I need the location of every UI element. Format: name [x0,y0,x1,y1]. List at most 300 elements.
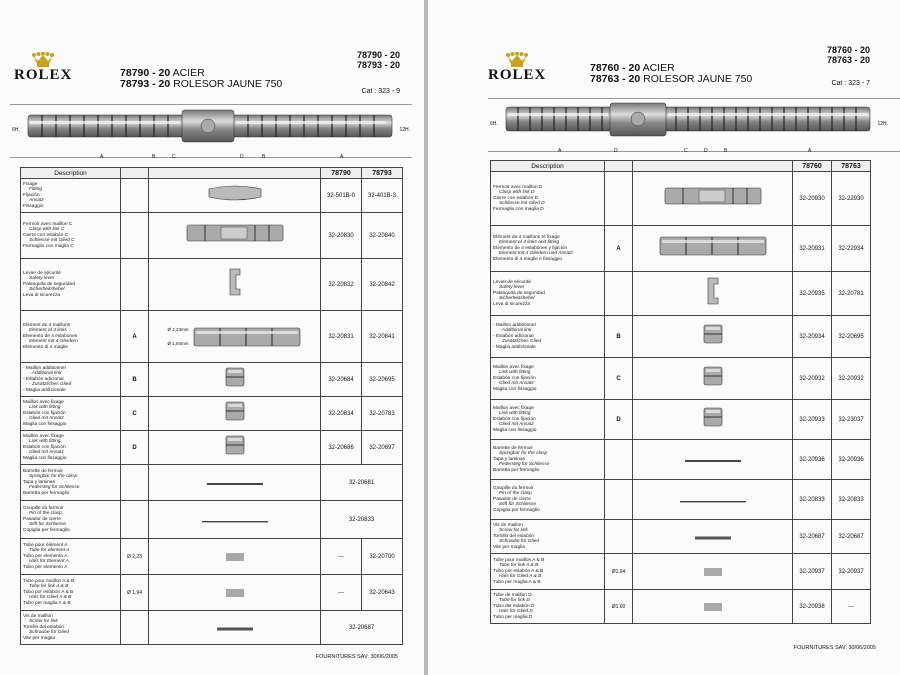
description-line: Elemento de 4 eslabones y fijación [493,245,568,251]
description-line: Elemento di 4 maglie e fissaggio [493,256,563,262]
table-row [21,311,403,363]
part-number: 32-20681 [321,465,403,501]
bracelet-label-left: 6H. [12,127,20,133]
bracelet-label-right: 12H. [877,121,888,127]
description-line: Hals für Glied A & B [29,595,72,601]
part-description [491,316,605,358]
col-ref-b: 78793 [362,168,403,179]
description-line: Maglia con fissaggio [23,421,67,427]
description-line: Schraube für Glied [29,630,69,636]
part-number-b: 32-20643 [362,575,403,611]
part-number-b: 32-20697 [362,431,403,465]
part-number: 32-20687 [321,611,403,645]
right-page [428,0,900,675]
link-letter: B [121,363,149,397]
part-number-b: 32-20695 [362,363,403,397]
bracelet-image [22,107,398,145]
part-number-b: 32-20936 [832,440,871,480]
description-line: Fermaglio con maglia D [493,206,544,212]
part-description [21,575,121,611]
title-material-2: ROLESOR JAUNE 750 [643,73,753,85]
page-title [590,63,752,85]
tube-diameter: Ø1.60 [605,590,633,624]
description-line: Vis de maillon [23,613,53,619]
description-line: Screw for link [29,619,58,625]
link-letter [121,611,149,645]
part-image [633,172,793,226]
footer-date: FOURNITURES SAV: 30/06/2005 [793,645,876,651]
table-row [21,397,403,431]
description-line: Glied mit Ansatz [29,416,64,422]
col-image [633,161,793,172]
table-row [491,590,871,624]
table-row [491,400,871,440]
description-line: - Eslabón adicional [23,376,64,382]
part-number-b: --- [832,590,871,624]
col-ref-a: 78760 [793,161,832,172]
description-line: Palanquita de seguridad [493,290,545,296]
title-material-1: ACIER [172,67,205,79]
part-description [21,311,121,363]
part-description [21,363,121,397]
description-line: Vite per maglia [493,544,525,550]
description-line: Safety lever [499,285,525,291]
part-image [149,397,321,431]
col-description: Description [491,161,605,172]
description-line: Clasp with link C [29,227,65,233]
link-letter [121,501,149,539]
description-line: Federsteg für Schliesse [499,462,550,468]
description-line: Cierre con eslabón C [23,232,69,238]
description-line: Tubo per maglia A & B [493,579,541,585]
link-letter: A [121,311,149,363]
link-letter [605,172,633,226]
part-description [491,520,605,554]
description-line: Screw for link [499,528,528,534]
part-number-b: 32-20700 [362,539,403,575]
part-image [633,480,793,520]
description-line: Springbar for the clasp [499,451,548,457]
table-row [491,316,871,358]
description-line: Fermoir avec maillon C [23,221,73,227]
part-image [149,311,321,363]
part-number-b: 32-20932 [832,358,871,400]
description-line: Eslabón con fijación [493,375,536,381]
description-line: Maglia con fissaggio [23,455,67,461]
part-description [21,259,121,311]
table-row [491,272,871,316]
description-line: Maillon avec fixage [23,399,64,405]
part-description [491,400,605,440]
part-number-b: 32-20937 [832,554,871,590]
part-number-b: 32-401B-3 [362,179,403,213]
bracelet-diagram [488,98,900,152]
table-row [21,431,403,465]
description-line: Link with fitting [499,411,531,417]
description-line: Tube pour maillon A & B [23,578,75,584]
table-row [491,480,871,520]
part-number-a: 32-20933 [793,400,832,440]
ruler-label-c: C [684,148,688,154]
part-description [21,179,121,213]
description-line: Palanquita de seguridad [23,281,75,287]
part-number: 32-20833 [321,501,403,539]
table-row [21,465,403,501]
ruler-label-d1: D [614,148,618,154]
link-letter: C [605,358,633,400]
part-number-b: 32-20783 [362,397,403,431]
description-line: Fixage [23,181,38,187]
part-number-a: 32-20834 [321,397,362,431]
description-line: Ansatz [29,198,44,204]
description-line: Tubo per elemento A [23,564,68,570]
part-number-b: 32-20781 [832,272,871,316]
part-image [149,575,321,611]
part-image [149,611,321,645]
part-number-a: 32-20686 [321,431,362,465]
description-line: - Maillon additionnel [23,365,66,371]
description-line: Glied mit Ansatz [29,450,64,456]
title-material-2: ROLESOR JAUNE 750 [173,78,283,90]
description-line: Pasador de cierre [23,516,61,522]
part-number-a: 32-20931 [793,226,832,272]
description-line: Eslabón con fijación [23,410,66,416]
table-row [21,213,403,259]
bracelet-image [500,101,876,139]
table-row [21,501,403,539]
description-line: Tapa y laminas [493,456,525,462]
description-line: Element mit 4 Gliedern und Ansatz [499,251,573,257]
link-letter: D [605,400,633,440]
description-line: Tube for link A & B [29,584,69,590]
part-description [21,501,121,539]
table-row [491,358,871,400]
part-number-a: 32-501B-0 [321,179,362,213]
part-number-a: 32-20937 [793,554,832,590]
description-line: Clasp with link D [499,190,535,196]
part-number-b: 32-23037 [832,400,871,440]
description-line: Fermaglio con maglia C [23,243,74,249]
part-description [491,272,605,316]
part-number-a: 32-20936 [793,440,832,480]
description-line: Maillon avec fixage [493,364,534,370]
description-line: Schraube für Glied [499,539,539,545]
title-material-1: ACIER [642,62,675,74]
description-line: Barretta per fermaglio [493,467,540,473]
part-number-a: 32-20930 [793,172,832,226]
part-description [491,358,605,400]
brand-wordmark: ROLEX [14,67,73,83]
part-number-a: 32-20935 [793,272,832,316]
description-line: Leva di sicurezza [493,301,531,307]
title-ref-1: 78790 - 20 [120,67,171,79]
description-line: Fissaggio [23,203,44,209]
description-line: Fitting [29,187,43,193]
part-description [491,480,605,520]
table-row [491,554,871,590]
tube-diameter: Ø 2,23 [121,539,149,575]
part-image [633,590,793,624]
col-description: Description [21,168,121,179]
col-letter [121,168,149,179]
description-line: Stift für Schliesse [29,522,67,528]
description-line: Tubo por eslabón A & B [493,568,544,574]
part-image [633,316,793,358]
description-line: Fermoir avec maillon D [493,184,543,190]
description-line: Goupille du fermoir [493,485,534,491]
tube-diameter: Ø1.94 [605,554,633,590]
description-line: Springbar for the clasp [29,474,78,480]
link-letter [605,520,633,554]
description-line: Link with fitting [29,439,61,445]
description-line: Safety lever [29,276,55,282]
part-number-b: 32-20833 [832,480,871,520]
description-line: - Maglia addizionale [493,344,536,350]
link-letter [121,179,149,213]
link-letter [605,480,633,520]
ruler-label-d: D [240,154,244,160]
description-line: Sicherheitshebel [499,296,535,302]
description-line: Hals für Glied D [499,609,533,615]
reference-2: 78763 - 20 [826,55,870,65]
title-ref-2: 78763 - 20 [590,73,641,85]
description-line: Vis de maillon [493,522,523,528]
description-line: Barretta per fermaglio [23,490,70,496]
link-letter: D [121,431,149,465]
description-line: Tornillo del eslabón [23,624,65,630]
catalog-number: Cat : 323 - 7 [831,80,870,87]
description-line: Maillon avec fixage [23,433,64,439]
crown-icon [506,52,528,68]
part-description [491,554,605,590]
description-line: Element of 4 links [29,328,67,334]
part-description [21,465,121,501]
page-title [120,68,282,90]
description-line: Barrette de fermoir [493,445,533,451]
part-number-b: 32-20840 [362,213,403,259]
description-line: Tube de maillon D [493,592,532,598]
description-line: Element of 4 links and fitting [499,240,559,246]
part-number-a: 32-20938 [793,590,832,624]
part-number-b: 32-20695 [832,316,871,358]
description-line: Schliesse mit Glied C [29,238,75,244]
brand-wordmark: ROLEX [488,67,547,83]
part-number-b: 32-22930 [832,172,871,226]
description-line: Levier de sécurité [23,270,61,276]
description-line: Element mit 4 Gliedern [29,339,78,345]
part-number-a: --- [321,575,362,611]
bracelet-label-right: 12H. [399,127,410,133]
table-row [21,363,403,397]
part-image [149,179,321,213]
part-number-a: 32-20833 [793,480,832,520]
part-description [491,172,605,226]
description-line: Vite per maglia [23,635,55,641]
description-line: Levier de sécurité [493,279,531,285]
link-letter: B [605,316,633,358]
description-line: Hals für Element A [29,559,69,565]
part-description [21,611,121,645]
table-row [491,172,871,226]
description-line: Cierre con eslabón D [493,195,539,201]
part-image [633,400,793,440]
link-letter: A [605,226,633,272]
part-image [633,440,793,480]
description-line: Schliesse mit Glied D [499,201,545,207]
part-description [491,440,605,480]
part-image [633,226,793,272]
reference-1: 78790 - 20 [356,50,400,60]
reference-numbers [357,50,400,70]
description-line: Tube pour maillon A & B [493,557,545,563]
ruler-label-b2: B [262,154,266,160]
description-line: Tube for element A [29,548,70,554]
ruler-label-a1: A [558,148,562,154]
table-row [21,611,403,645]
description-line: Tube pour élément A [23,542,68,548]
col-letter [605,161,633,172]
description-line: Barrette de fermoir [23,468,63,474]
description-line: Tornillo del eslabón [493,533,535,539]
description-line: Stift für Schliesse [499,502,537,508]
description-line: Glied mit Ansatz [499,422,534,428]
description-line: - Eslabón adicional [493,333,534,339]
description-line: Pasador de cierre [493,496,531,502]
part-number-a: 32-20831 [321,311,362,363]
part-image [149,539,321,575]
link-letter [121,213,149,259]
description-line: Glied mit Ansatz [499,381,534,387]
description-line: Elément de 4 maillons et fixage [493,234,560,240]
col-ref-a: 78790 [321,168,362,179]
description-line: - Additional link [29,371,62,377]
part-image [633,520,793,554]
part-description [21,397,121,431]
description-line: Federsteg für Schliesse [29,485,80,491]
reference-1: 78760 - 20 [826,45,870,55]
part-number-a: 32-20832 [321,259,362,311]
description-line: Elemento de 4 eslabones [23,333,78,339]
part-image [149,213,321,259]
description-line: Tubo del eslabón D [493,603,535,609]
footer-date: FOURNITURES SAV: 30/06/2005 [315,654,398,660]
part-image [633,358,793,400]
reference-2: 78793 - 20 [356,60,400,70]
table-header [491,161,871,172]
table-row [21,539,403,575]
part-number-b: 32-20687 [832,520,871,554]
description-line: Hals für Glied A & B [499,574,542,580]
part-number-b: 32-20842 [362,259,403,311]
description-line: Elément de 4 maillons [23,322,71,328]
ruler-label-a1: A [100,154,104,160]
ruler-label-d2: D [704,148,708,154]
description-line: Copiglia per fermaglio [23,527,70,533]
part-description [21,539,121,575]
bracelet-diagram [10,104,412,158]
description-line: Link with fitting [499,370,531,376]
part-description [491,226,605,272]
table-row [21,259,403,311]
ruler-label-b: B [724,148,728,154]
part-number-a: 32-20687 [793,520,832,554]
table-row [491,440,871,480]
col-ref-b: 78763 [832,161,871,172]
description-line: Copiglia per fermaglio [493,507,540,513]
description-line: Tube for link A & B [499,563,539,569]
description-line: Fijación [23,192,40,198]
rolex-logo [14,52,72,83]
part-description [491,590,605,624]
part-image [149,431,321,465]
part-description [21,213,121,259]
ruler-label-c: C [172,154,176,160]
description-line: Goupille du fermoir [23,505,64,511]
description-line: Elemento di 4 maglie [23,344,68,350]
ruler-label-b1: B [152,154,156,160]
description-line: - Maglia addizionale [23,387,66,393]
ruler-label-a2: A [340,154,344,160]
description-line: - Additional link [499,328,532,334]
title-ref-1: 78760 - 20 [590,62,641,74]
part-image [633,554,793,590]
ruler-label-a2: A [808,148,812,154]
parts-table-left [20,167,403,645]
link-letter [121,465,149,501]
part-image [633,272,793,316]
description-line: Tube for link D [499,598,530,604]
description-line: Tubo per maglia A & B [23,600,71,606]
description-line: Maglia con fissaggio [493,427,537,433]
parts-table-right [490,160,871,624]
part-number-a: 32-20932 [793,358,832,400]
part-image [149,259,321,311]
measure-label: Ø 2,23mm [167,326,189,332]
link-letter [605,272,633,316]
link-letter: C [121,397,149,431]
part-number-a: 32-20684 [321,363,362,397]
part-image [149,465,321,501]
table-header [21,168,403,179]
table-row [491,520,871,554]
description-line: Tubo por elemento A [23,553,68,559]
link-letter [605,440,633,480]
part-number-b: 32-20841 [362,311,403,363]
part-number-a: 32-20934 [793,316,832,358]
description-line: Sicherheitshebel [29,287,65,293]
description-line: - Maillon additionnel [493,322,536,328]
description-line: - Zusätzliches Glied [29,382,72,388]
reference-numbers [827,45,870,65]
left-page [0,0,424,675]
part-number-a: 32-20830 [321,213,362,259]
description-line: Eslabón con fijación [23,444,66,450]
description-line: Link with fitting [29,405,61,411]
table-row [491,226,871,272]
part-image [149,501,321,539]
bracelet-label-left: 6H. [490,121,498,127]
rolex-logo [488,52,546,83]
description-line: Pin of the clasp [499,491,532,497]
table-row [21,575,403,611]
description-line: Pin of the clasp [29,511,62,517]
description-line: Tubo per maglia D [493,614,533,620]
description-line: Maglia con fissaggio [493,386,537,392]
table-row [21,179,403,213]
part-description [21,431,121,465]
catalog-number: Cat : 323 - 9 [361,88,400,95]
title-ref-2: 78793 - 20 [120,78,171,90]
